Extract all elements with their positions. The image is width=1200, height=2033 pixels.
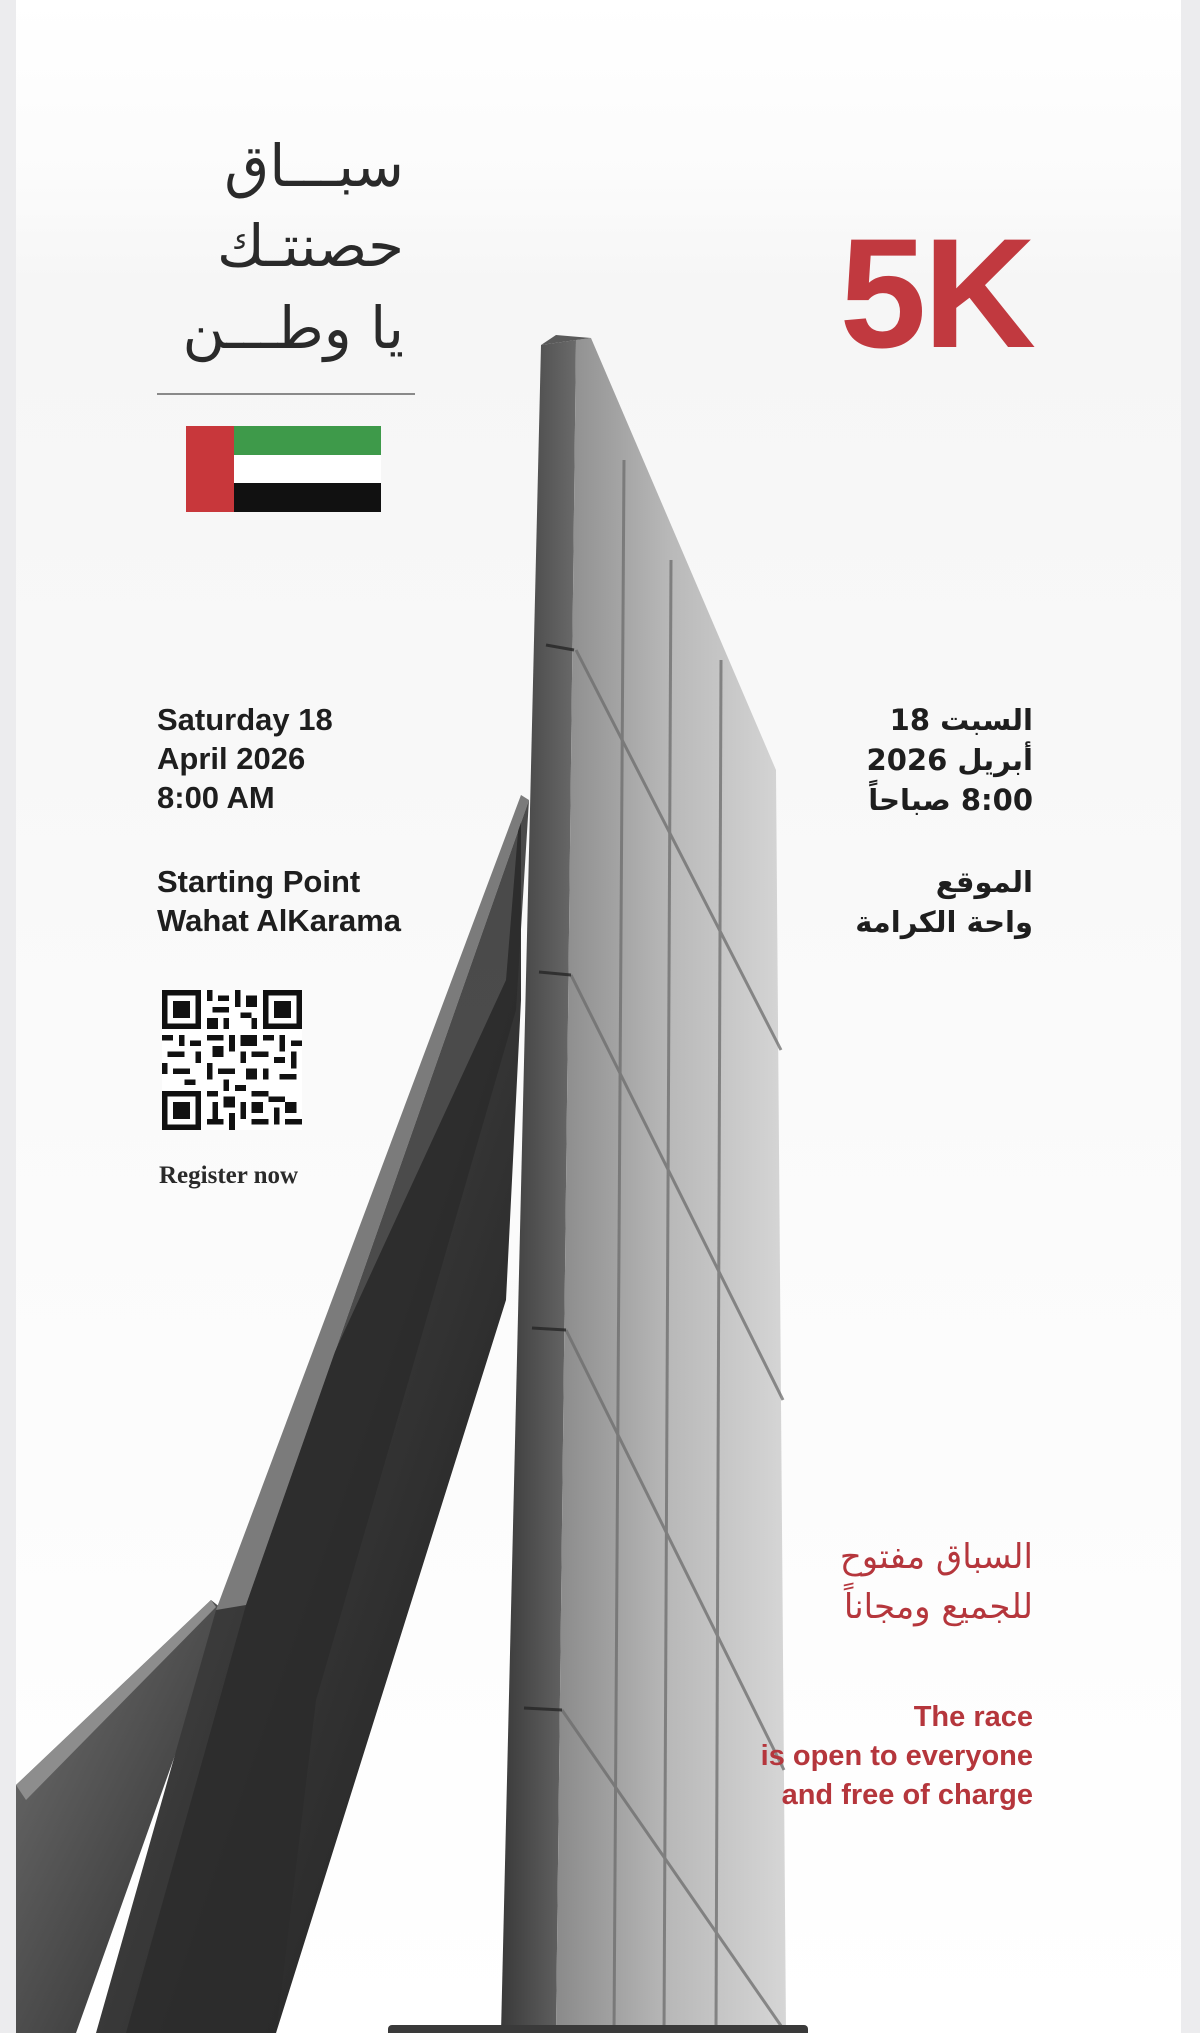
event-location-en-name: Wahat AlKarama	[157, 903, 402, 938]
open-note-en-line-3: and free of charge	[781, 1779, 1033, 1811]
event-location-ar-label: الموقع	[935, 865, 1033, 899]
flag-black-band	[234, 483, 381, 512]
open-note-en-line-2: is open to everyone	[760, 1740, 1033, 1772]
flag-red-band	[186, 426, 234, 512]
race-distance: 5K	[839, 207, 1033, 381]
event-date-ar-month: أبريل 2026	[866, 743, 1033, 777]
open-note-ar-line-2: للجميع ومجاناً	[843, 1587, 1033, 1627]
open-note-en-line-1: The race	[913, 1701, 1033, 1733]
event-location-en-label: Starting Point	[157, 864, 361, 899]
title-line-3: يا وطـــن	[182, 294, 404, 362]
event-date-ar-day: السبت 18	[889, 703, 1033, 737]
open-note-ar	[840, 1532, 1033, 1632]
event-date-en-day: Saturday 18	[157, 702, 333, 737]
event-location-ar-name: واحة الكرامة	[855, 905, 1033, 939]
title-divider	[157, 393, 415, 395]
race-poster	[16, 0, 1181, 2033]
register-now-link[interactable]: Register now	[159, 1162, 299, 1189]
open-note-ar-line-1: السباق مفتوح	[839, 1537, 1033, 1577]
qr-code-icon[interactable]	[162, 990, 302, 1130]
uae-flag-icon	[186, 426, 381, 512]
event-location-en	[157, 862, 401, 940]
title-line-2: حصنتـك	[216, 212, 404, 280]
title-line-1: سبـــاق	[224, 132, 404, 200]
open-note-en	[761, 1698, 1033, 1815]
event-location-ar	[855, 862, 1033, 942]
event-date-en	[157, 700, 333, 817]
flag-green-band	[234, 426, 381, 455]
home-indicator[interactable]	[388, 2025, 808, 2033]
event-date-ar-time: 8:00 صباحاً	[868, 783, 1033, 817]
flag-white-band	[234, 455, 381, 483]
event-date-en-month: April 2026	[157, 741, 306, 776]
event-date-ar	[867, 700, 1033, 820]
event-date-en-time: 8:00 AM	[157, 780, 275, 815]
